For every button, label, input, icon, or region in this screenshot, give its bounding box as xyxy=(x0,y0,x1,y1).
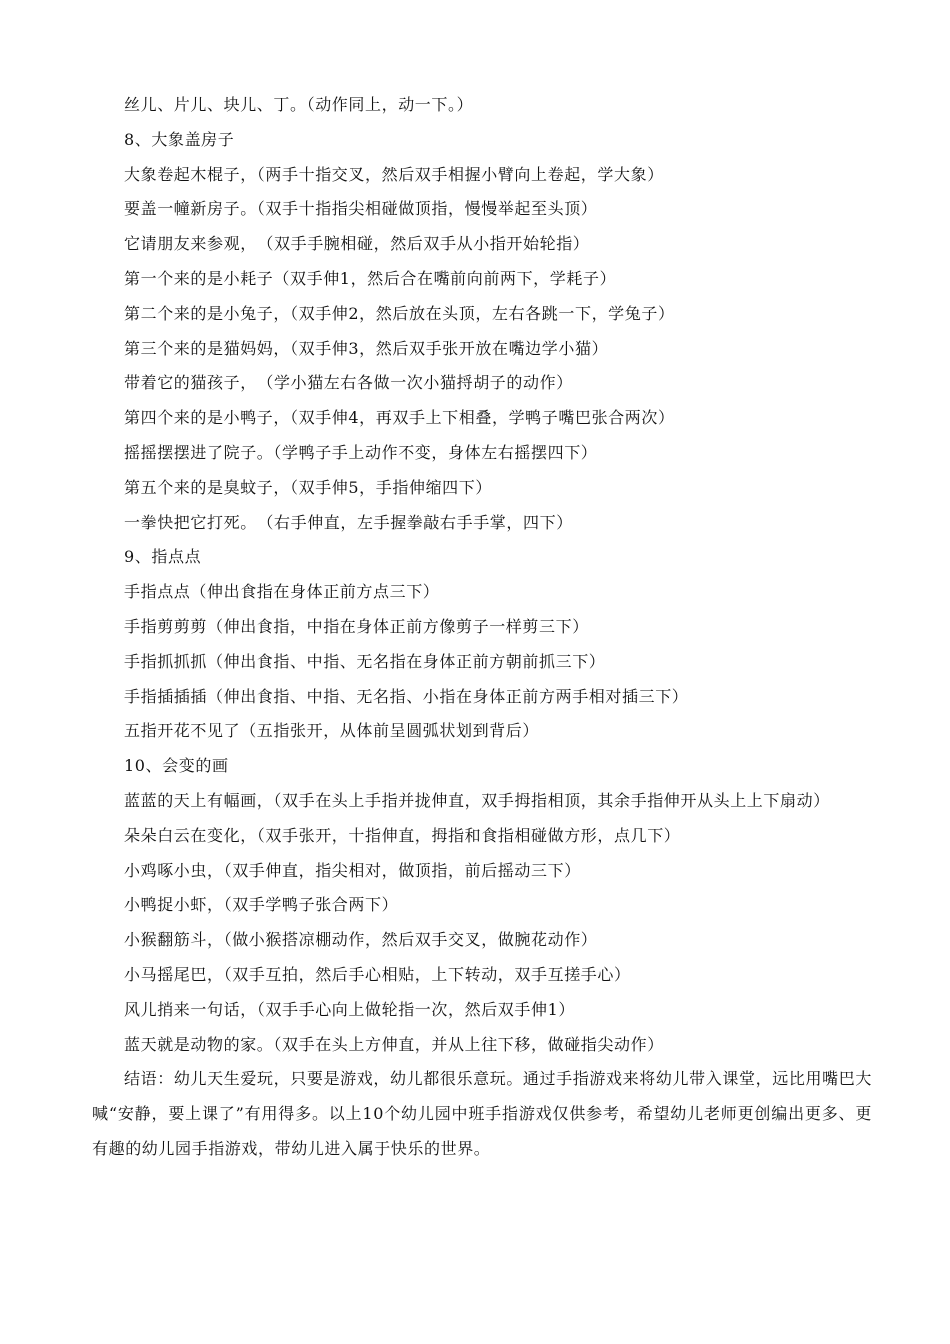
text-line: 第四个来的是小鸭子，（双手伸4，再双手上下相叠，学鸭子嘴巴张合两次） xyxy=(124,408,675,428)
section-heading-9: 9、指点点 xyxy=(124,547,202,567)
text-line: 手指插插插（伸出食指、中指、无名指、小指在身体正前方两手相对插三下） xyxy=(124,686,689,706)
text-line: 第二个来的是小兔子，（双手伸2，然后放在头顶，左右各跳一下，学兔子） xyxy=(124,303,675,323)
text-line: 手指剪剪剪（伸出食指，中指在身体正前方像剪子一样剪三下） xyxy=(124,616,589,636)
section-heading-8: 8、大象盖房子 xyxy=(124,129,235,149)
text-line: 丝儿、片儿、块儿、丁。（动作同上，动一下。） xyxy=(124,95,474,114)
text-line: 大象卷起木棍子，（两手十指交叉，然后双手相握小臂向上卷起，学大象） xyxy=(124,164,664,184)
conclusion-paragraph: 结语：幼儿天生爱玩，只要是游戏，幼儿都很乐意玩。通过手指游戏来将幼儿带入课堂，远比用嘴巴大喊“安静，要上课了”有用得多。以上10个幼儿园中班手指游戏仅供参考，希望幼儿老师更创编出更多、更有趣的幼儿园手指游戏，带幼儿进入属于快乐的世界。 xyxy=(92,1069,872,1158)
text-line: 朵朵白云在变化，（双手张开，十指伸直，拇指和食指相碰做方形，点几下） xyxy=(124,825,681,845)
text-line: 小马摇尾巴，（双手互拍，然后手心相贴，上下转动，双手互搓手心） xyxy=(124,964,631,984)
text-line: 小猴翻筋斗，（做小猴搭凉棚动作，然后双手交叉，做腕花动作） xyxy=(124,930,598,950)
text-line: 手指抓抓抓（伸出食指、中指、无名指在身体正前方朝前抓三下） xyxy=(124,651,606,671)
text-line: 蓝天就是动物的家。（双手在头上方伸直，并从上往下移，做碰指尖动作） xyxy=(124,1034,664,1054)
text-paragraph: 蓝蓝的天上有幅画，（双手在头上手指并拢伸直，双手拇指相顶，其余手指伸开从头上上下扇动） xyxy=(124,790,830,810)
text-line: 小鸭捉小虾，（双手学鸭子张合两下） xyxy=(124,895,399,915)
text-line: 要盖一幢新房子。（双手十指指尖相碰做顶指，慢慢举起至头顶） xyxy=(124,199,598,219)
text-line: 第三个来的是猫妈妈，（双手伸3，然后双手张开放在嘴边学小猫） xyxy=(124,338,609,358)
text-line: 第一个来的是小耗子（双手伸1，然后合在嘴前向前两下，学耗子） xyxy=(124,268,617,288)
text-line: 摇摇摆摆进了院子。（学鸭子手上动作不变，身体左右摇摆四下） xyxy=(124,442,598,462)
section-heading-10: 10、会变的画 xyxy=(124,756,229,776)
text-line: 小鸡啄小虫，（双手伸直，指尖相对，做顶指，前后摇动三下） xyxy=(124,860,581,880)
text-line: 风儿捎来一句话，（双手手心向上做轮指一次，然后双手伸1） xyxy=(124,999,575,1019)
document-body xyxy=(92,88,872,1167)
text-line: 它请朋友来参观， （双手手腕相碰，然后双手从小指开始轮指） xyxy=(124,234,590,254)
text-line: 第五个来的是臭蚊子，（双手伸5，手指伸缩四下） xyxy=(124,477,492,497)
text-line: 一拳快把它打死。 （右手伸直，左手握拳敲右手手掌，四下） xyxy=(124,512,573,532)
text-line: 五指开花不见了（五指张开，从体前呈圆弧状划到背后） xyxy=(124,721,540,741)
text-line: 手指点点（伸出食指在身体正前方点三下） xyxy=(124,582,440,602)
text-line: 带着它的猫孩子， （学小猫左右各做一次小猫捋胡子的动作） xyxy=(124,373,573,393)
